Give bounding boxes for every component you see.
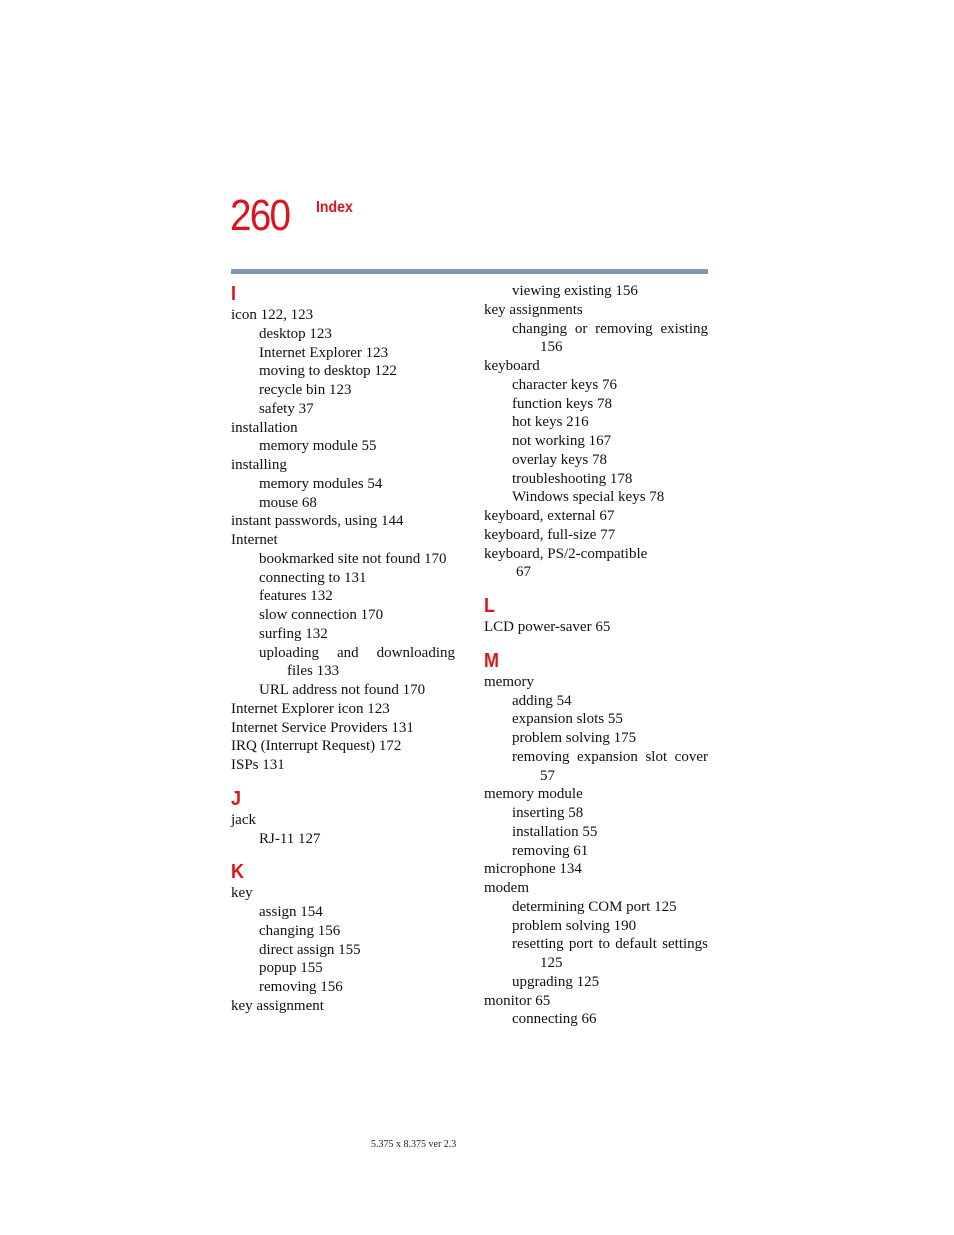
index-subentry: inserting 58 — [512, 805, 584, 821]
index-entry: Internet — [231, 532, 278, 548]
index-entry: keyboard, PS/2-compatible — [484, 545, 648, 562]
index-subentry: surfing 132 — [259, 625, 328, 642]
index-subentry: desktop 123 — [259, 325, 332, 342]
index-column-left — [231, 282, 455, 1016]
index-entry: monitor 65 — [484, 992, 551, 1009]
index-column-right — [484, 282, 708, 1029]
index-subentry: changing 156 — [259, 922, 341, 939]
index-subentry: 156 — [540, 339, 563, 356]
index-letter-heading: M — [484, 649, 500, 672]
index-subentry: Internet Explorer 123 — [259, 344, 389, 361]
index-subentry: safety 37 — [259, 400, 314, 417]
page-number: 260 — [230, 191, 290, 240]
index-entry: keyboard, full-size 77 — [484, 526, 616, 543]
index-subentry: moving to desktop 122 — [259, 363, 397, 380]
index-letter-heading: I — [231, 283, 237, 305]
index-entry: Internet Explorer icon 123 — [231, 700, 390, 717]
index-subentry: changing or removing existing — [512, 320, 708, 337]
index-subentry: problem solving 190 — [512, 917, 637, 934]
index-subentry: memory module 55 — [259, 438, 377, 455]
index-subentry: removing expansion slot cover — [512, 748, 708, 765]
index-subentry: assign 154 — [259, 904, 323, 920]
index-subentry: viewing existing 156 — [512, 283, 638, 299]
index-subentry: resetting port to default settings — [512, 936, 708, 953]
index-subentry: overlay keys 78 — [512, 451, 607, 468]
index-entry: IRQ (Interrupt Request) 172 — [231, 738, 402, 755]
header-rule — [231, 269, 708, 274]
index-subentry: Windows special keys 78 — [512, 489, 665, 506]
index-entry: memory — [484, 673, 534, 690]
index-entry: installation — [231, 419, 298, 436]
index-subentry: 57 — [540, 767, 555, 784]
index-subentry: adding 54 — [512, 692, 572, 709]
index-entry: modem — [484, 880, 529, 896]
index-entry: key assignment — [231, 997, 324, 1014]
index-subentry: character keys 76 — [512, 376, 617, 393]
index-subentry: expansion slots 55 — [512, 711, 623, 728]
index-entry: memory module — [484, 786, 583, 803]
index-subentry: removing 61 — [512, 842, 589, 859]
index-subentry: memory modules 54 — [259, 475, 383, 492]
index-subentry: 67 — [516, 564, 531, 581]
index-subentry: connecting to 131 — [259, 569, 367, 586]
index-subentry: recycle bin 123 — [259, 382, 352, 398]
index-entry: Internet Service Providers 131 — [231, 719, 414, 736]
index-entry: instant passwords, using 144 — [231, 513, 404, 530]
index-subentry: slow connection 170 — [259, 607, 384, 623]
index-subentry: connecting 66 — [512, 1011, 597, 1028]
index-entry: ISPs 131 — [231, 757, 285, 773]
index-subentry: URL address not found 170 — [259, 682, 426, 698]
index-entry: jack — [231, 811, 256, 828]
index-subentry: direct assign 155 — [259, 941, 361, 958]
index-letter-heading: J — [231, 787, 242, 810]
index-subentry: problem solving 175 — [512, 730, 637, 746]
index-subentry: removing 156 — [259, 979, 343, 995]
index-subentry: bookmarked site not found 170 — [259, 550, 447, 567]
index-entry: keyboard, external 67 — [484, 508, 615, 524]
index-entry: icon 122, 123 — [231, 307, 314, 323]
index-subentry: not working 167 — [512, 433, 612, 449]
index-subentry: mouse 68 — [259, 494, 317, 511]
index-entry: key assignments — [484, 301, 583, 318]
index-entry: key — [231, 885, 253, 902]
index-entry: installing — [231, 457, 287, 473]
index-subentry: RJ-11 127 — [259, 830, 321, 847]
section-title: Index — [316, 199, 353, 216]
index-subentry: function keys 78 — [512, 395, 612, 412]
index-subentry: determining COM port 125 — [512, 898, 677, 915]
index-subentry: troubleshooting 178 — [512, 470, 633, 487]
index-entry: LCD power-saver 65 — [484, 619, 611, 635]
footer-version: 5.375 x 8.375 ver 2.3 — [371, 1139, 457, 1150]
index-entry: keyboard — [484, 358, 540, 374]
index-subentry: uploading and downloading — [259, 644, 455, 661]
index-subentry: features 132 — [259, 588, 333, 605]
index-letter-heading: K — [231, 861, 245, 884]
index-subentry: 125 — [540, 955, 563, 971]
index-subentry: hot keys 216 — [512, 414, 589, 431]
index-subentry: upgrading 125 — [512, 973, 600, 990]
index-subentry: installation 55 — [512, 823, 598, 840]
index-subentry: files 133 — [287, 663, 340, 680]
index-subentry: popup 155 — [259, 960, 323, 977]
index-entry: microphone 134 — [484, 861, 582, 878]
index-letter-heading: L — [484, 595, 495, 617]
